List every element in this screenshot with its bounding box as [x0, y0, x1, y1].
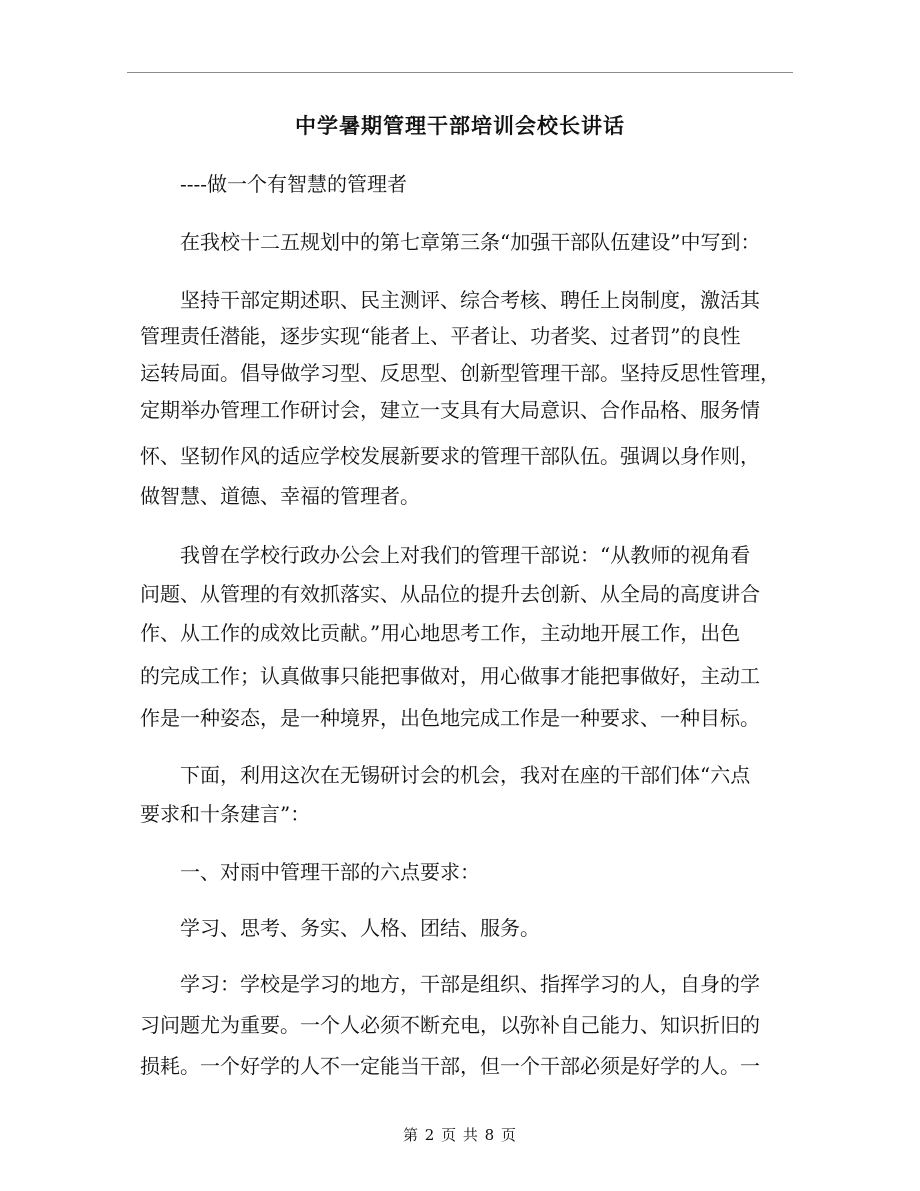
paragraph-line: 的完成工作；认真做事只能把事做对，用心做事才能把事做好，主动工	[140, 664, 760, 688]
paragraph-line: 管理责任潜能，逐步实现“能者上、平者让、功者奖、过者罚”的良性	[140, 324, 741, 348]
page-number: 第 2 页 共 8 页	[403, 1126, 517, 1144]
paragraph-line: 在我校十二五规划中的第七章第三条“加强干部队伍建设”中写到：	[180, 230, 761, 254]
subtitle: ----做一个有智慧的管理者	[180, 172, 408, 196]
paragraph-line: 学习、思考、务实、人格、团结、服务。	[180, 916, 540, 940]
paragraph-line: 作是一种姿态，是一种境界，出色地完成工作是一种要求、一种目标。	[140, 706, 760, 730]
paragraph-line: 做智慧、道德、幸福的管理者。	[140, 484, 420, 508]
page-title: 中学暑期管理干部培训会校长讲话	[295, 113, 625, 138]
paragraph-line: 损耗。一个好学的人不一定能当干部，但一个干部必须是好学的人。一	[140, 1054, 760, 1078]
paragraph-line: 怀、坚韧作风的适应学校发展新要求的管理干部队伍。强调以身作则，	[140, 444, 760, 468]
paragraph-line: 定期举办管理工作研讨会，建立一支具有大局意识、合作品格、服务情	[140, 398, 760, 422]
paragraph-line: 问题、从管理的有效抓落实、从品位的提升去创新、从全局的高度讲合	[140, 582, 760, 606]
paragraph-line: 我曾在学校行政办公会上对我们的管理干部说：“从教师的视角看	[180, 543, 751, 567]
paragraph-line: 作、从工作的成效比贡献。”用心地思考工作，主动地开展工作，出色	[140, 621, 741, 645]
paragraph-line: 坚持干部定期述职、民主测评、综合考核、聘任上岗制度，激活其	[180, 288, 760, 312]
paragraph-line: 下面，利用这次在无锡研讨会的机会，我对在座的干部们体“六点	[180, 763, 751, 787]
header-rule	[127, 72, 793, 73]
paragraph-line: 习问题尤为重要。一个人必须不断充电，以弥补自己能力、知识折旧的	[140, 1013, 760, 1037]
paragraph-line: 要求和十条建言”：	[140, 802, 311, 826]
paragraph-line: 运转局面。倡导做学习型、反思型、创新型管理干部。坚持反思性管理，	[140, 361, 780, 385]
section-heading: 一、对雨中管理干部的六点要求：	[180, 860, 480, 884]
paragraph-line: 学习：学校是学习的地方，干部是组织、指挥学习的人，自身的学	[180, 972, 760, 996]
